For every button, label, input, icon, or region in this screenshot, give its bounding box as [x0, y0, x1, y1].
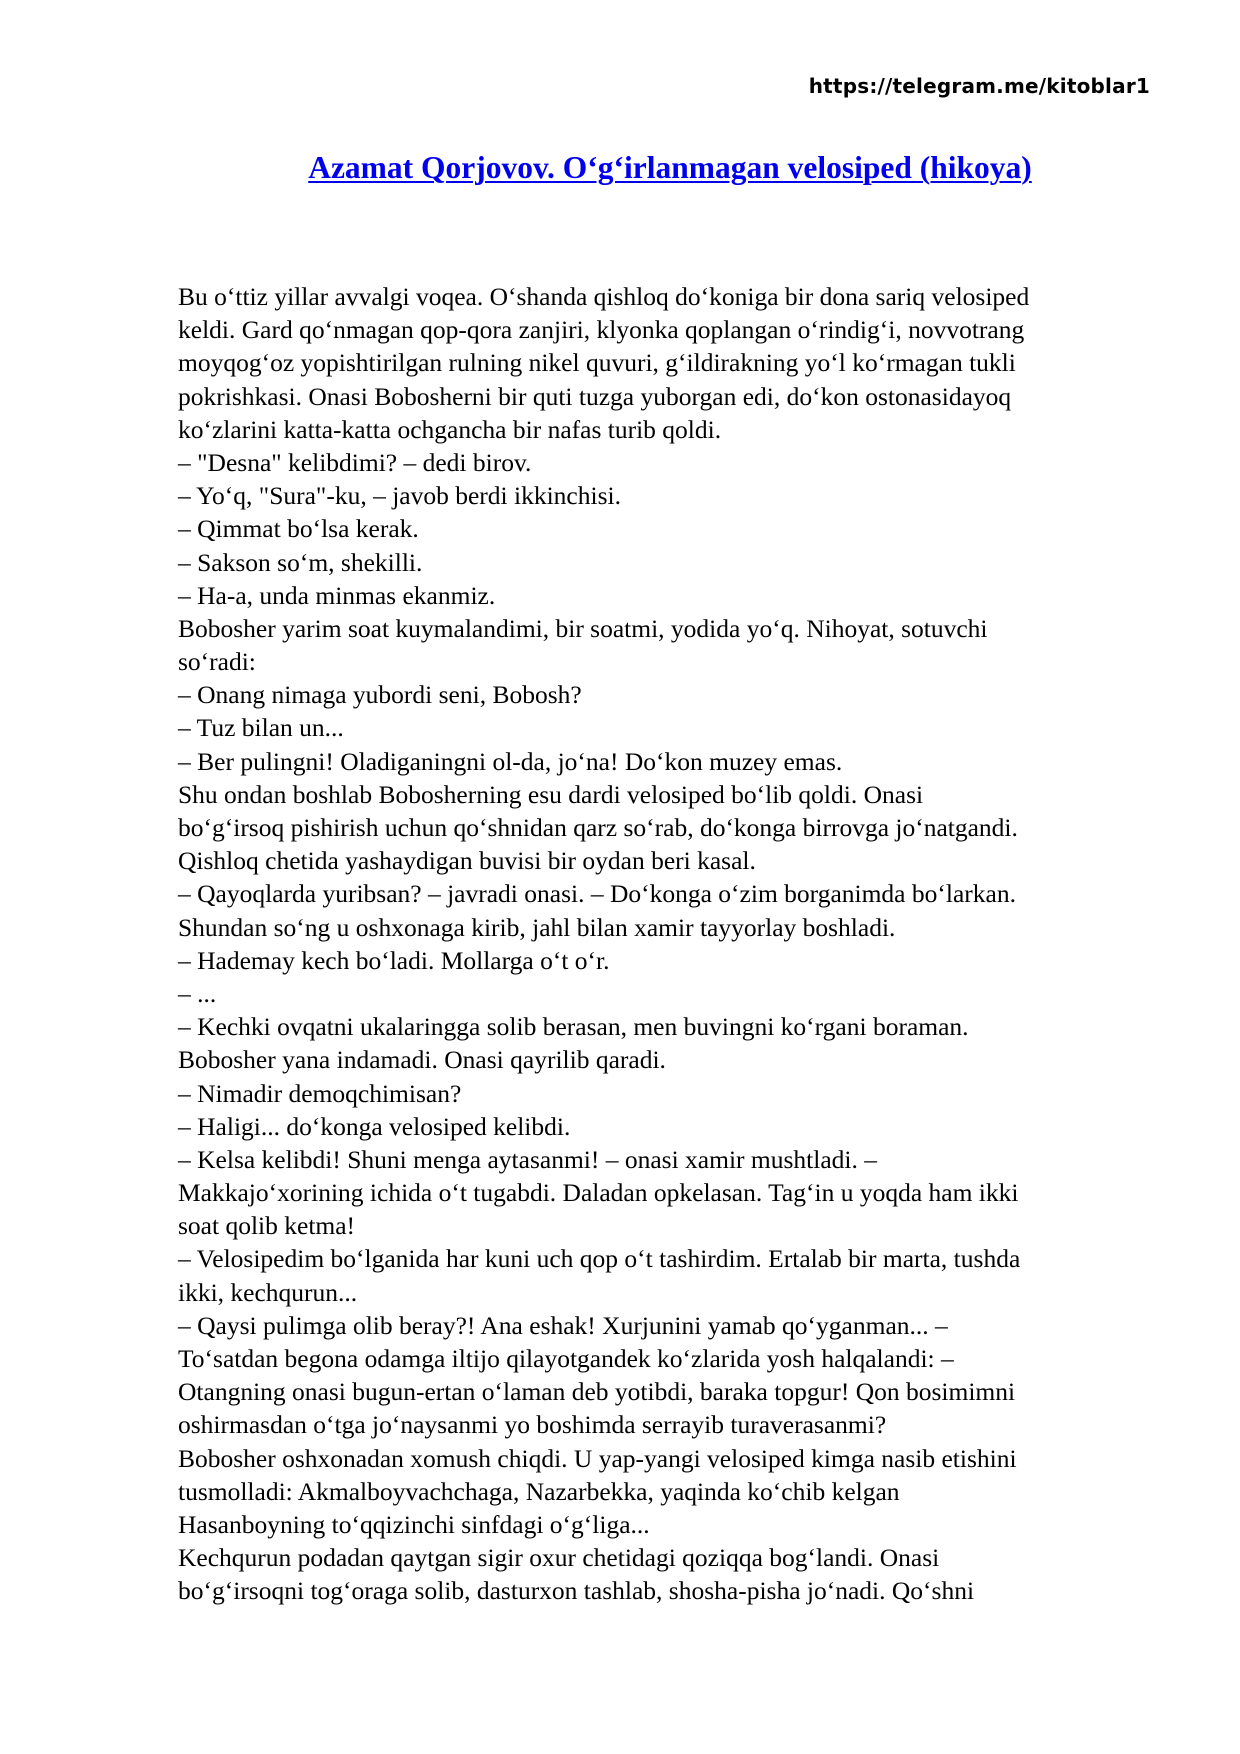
text-line: Qishloq chetida yashaydigan buvisi bir oydan beri kasal.: [178, 846, 756, 876]
text-line: Bobosher yarim soat kuymalandimi, bir soatmi, yodida yo‘q. Nihoyat, sotuvchi: [178, 613, 988, 643]
text-line: – Tuz bilan un...: [178, 713, 344, 743]
text-line: Bu o‘ttiz yillar avvalgi voqea. O‘shanda qishloq do‘koniga bir dona sariq velosiped: [178, 282, 1030, 311]
text-line: oshirmasdan o‘tga jo‘naysanmi yo boshimda serrayib turaverasanmi?: [178, 1410, 887, 1440]
text-line: soat qolib ketma!: [178, 1211, 356, 1241]
text-line: – Hademay kech bo‘ladi. Mollarga o‘t o‘r.: [178, 945, 610, 975]
text-line: – Haligi... do‘konga velosiped kelibdi.: [178, 1111, 571, 1141]
text-line: Hasanboyning to‘qqizinchi sinfdagi o‘g‘liga...: [178, 1509, 650, 1539]
text-line: bo‘g‘irsoqni tog‘oraga solib, dasturxon tashlab, shosha-pisha jo‘nadi. Qo‘shni: [178, 1576, 975, 1606]
text-line: – Kelsa kelibdi! Shuni menga aytasanmi! – onasi xamir mushtladi. –: [178, 1144, 877, 1174]
text-line: Otangning onasi bugun-ertan o‘laman deb yotibdi, baraka topgur! Qon bosimimni: [178, 1377, 1016, 1407]
text-line: – Onang nimaga yubordi seni, Bobosh?: [178, 680, 582, 710]
text-line: tusmolladi: Akmalboyvachchaga, Nazarbekka, yaqinda ko‘chib kelgan: [178, 1476, 900, 1506]
text-line: bo‘g‘irsoq pishirish uchun qo‘shnidan qarz so‘rab, do‘konga birrovga jo‘natgandi.: [178, 813, 1018, 842]
text-line: – Ber pulingni! Oladiganingni ol-da, jo‘na! Do‘kon muzey emas.: [178, 746, 843, 776]
text-line: – Qaysi pulimga olib beray?! Ana eshak! Xurjunini yamab qo‘yganman... –: [178, 1310, 948, 1340]
text-line: Kechqurun podadan qaytgan sigir oxur chetidagi qoziqqa bog‘landi. Onasi: [178, 1543, 940, 1573]
story-title[interactable]: Azamat Qorjovov. O‘g‘irlanmagan velosiped (hikoya): [308, 150, 1032, 185]
text-line: Makkajo‘xorining ichida o‘t tugabdi. Daladan opkelasan. Tag‘in u yoqda ham ikki: [178, 1178, 1019, 1208]
text-line: – "Desna" kelibdimi? – dedi birov.: [178, 447, 532, 477]
text-line: Bobosher oshxonadan xomush chiqdi. U yap-yangi velosiped kimga nasib etishini: [178, 1443, 1017, 1473]
text-line: so‘radi:: [178, 647, 256, 677]
text-line: – Qimmat bo‘lsa kerak.: [178, 514, 419, 544]
text-line: Shundan so‘ng u oshxonaga kirib, jahl bilan xamir tayyorlay boshladi.: [178, 912, 896, 942]
text-line: – Kechki ovqatni ukalaringga solib berasan, men buvingni ko‘rgani boraman.: [178, 1012, 969, 1042]
text-line: – Sakson so‘m, shekilli.: [178, 547, 423, 577]
text-line: To‘satdan begona odamga iltijo qilayotgandek ko‘zlarida yosh halqalandi: –: [178, 1344, 954, 1373]
text-line: Bobosher yana indamadi. Onasi qayrilib qaradi.: [178, 1045, 666, 1075]
text-line: moyqog‘oz yopishtirilgan rulning nikel quvuri, g‘ildirakning yo‘l ko‘rmagan tukli: [178, 348, 1016, 378]
story-body: [178, 280, 1178, 1608]
source-link[interactable]: https://telegram.me/kitoblar1: [808, 74, 1150, 98]
text-line: – Nimadir demoqchimisan?: [178, 1078, 462, 1108]
text-line: – Yo‘q, "Sura"-ku, – javob berdi ikkinchisi.: [178, 481, 621, 511]
text-line: – ...: [178, 978, 217, 1008]
text-line: ikki, kechqurun...: [178, 1277, 358, 1307]
text-line: – Ha-a, unda minmas ekanmiz.: [178, 580, 496, 610]
text-line: keldi. Gard qo‘nmagan qop-qora zanjiri, klyonka qoplangan o‘rindig‘i, novvotrang: [178, 315, 1025, 345]
text-line: Shu ondan boshlab Bobosherning esu dardi velosiped bo‘lib qoldi. Onasi: [178, 779, 924, 809]
text-line: – Qayoqlarda yuribsan? – javradi onasi. – Do‘konga o‘zim borganimda bo‘larkan.: [178, 879, 1016, 909]
text-line: – Velosipedim bo‘lganida har kuni uch qop o‘t tashirdim. Ertalab bir marta, tushda: [178, 1244, 1021, 1274]
text-line: ko‘zlarini katta-katta ochgancha bir nafas turib qoldi.: [178, 414, 722, 444]
text-line: pokrishkasi. Onasi Bobosherni bir quti tuzga yuborgan edi, do‘kon ostonasidayoq: [178, 381, 1012, 411]
